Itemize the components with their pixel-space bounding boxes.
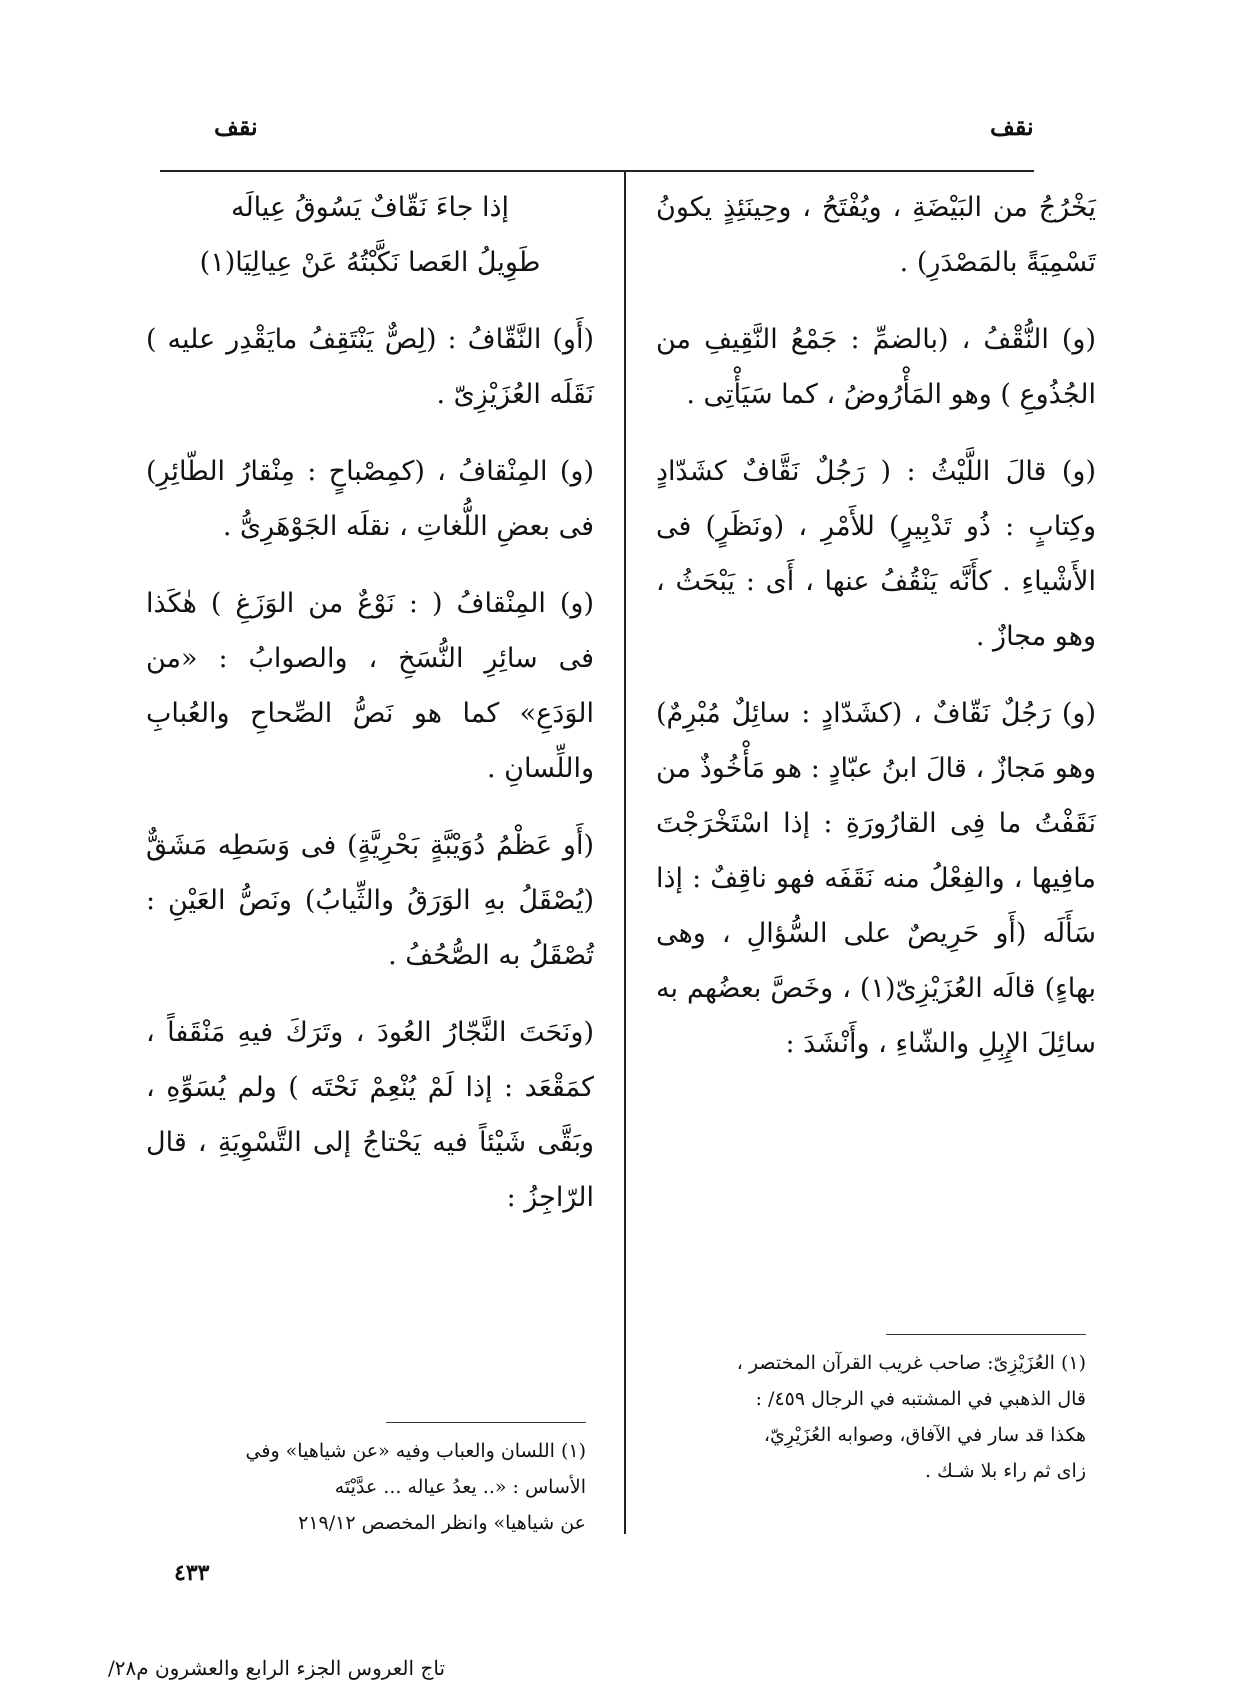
- right-column: [656, 180, 1096, 1093]
- footnote-left: [146, 1416, 586, 1541]
- paragraph: (و) النُّقْفُ ، (بالضمِّ : جَمْعُ النَّقِيفِ من الجُذُوعِ ) وهو المَأْرُوضُ ، كما سَيَأْتِى .: [656, 324, 1096, 410]
- footnote-rule: [386, 1422, 586, 1423]
- paragraph: (و) المِنْقافُ ، (كمِصْباحٍ : مِنْقارُ الطّائِرِ) فى بعضِ اللُّغاتِ ، نقلَه الجَوْهَرِىُّ .: [146, 456, 594, 542]
- signature-line: تاج العروس الجزء الرابع والعشرون م٢٨/: [108, 1656, 446, 1680]
- paragraph: (و) المِنْقافُ ( : نَوْعٌ من الوَزَغِ ) هٰكَذا فى سائِرِ النُّسَخِ ، والصوابُ : «من الوَدَعِ» كما هو نَصُّ الصِّحاحِ والعُبابِ واللِّسانِ .: [146, 588, 594, 784]
- running-head-left: نقف: [214, 112, 258, 141]
- footnote-line: هكذا قد سار في الآفاق، وصوابه العُزَيْرِيّ،: [763, 1424, 1086, 1446]
- left-column: [146, 180, 594, 1247]
- footnote-rule: [886, 1334, 1086, 1335]
- footnote-line: (١) العُزَيْزِىّ: صاحب غريب القرآن المختصر ،: [736, 1352, 1086, 1374]
- page-number: ٤٣٣: [174, 1560, 210, 1586]
- footnote-line: (١) اللسان والعباب وفيه «عن شياهيا» وفي: [245, 1440, 586, 1462]
- footnote-line: عن شياهيا» وانظر المخصص ٢١٩/١٢: [298, 1512, 586, 1534]
- column-divider: [624, 172, 626, 1534]
- paragraph: (ونَحَتَ النَّجّارُ العُودَ ، وتَرَكَ فيهِ مَنْقَفاً ، كمَقْعَد : إذا لَمْ يُنْعِمْ نَحْتَه ) ولم يُسَوِّهِ ، وبَقَّى شَيْئاً فيه يَحْتاجُ إلى التَّسْوِيَةِ ، قال الرّاجِزُ :: [146, 1017, 594, 1213]
- header-rule: [160, 170, 1034, 172]
- paragraph: (أَو) النَّقّافُ : (لِصٌّ يَنْتَقِفُ مايَقْدِر عليه ) نَقَلَه العُزَيْزِىّ .: [146, 324, 594, 410]
- footnote-line: الأساس : «.. يعدُ عياله ... عدَّيْتَه: [334, 1476, 586, 1498]
- footnote-right: [656, 1328, 1086, 1489]
- verse-line: طَوِيلُ العَصا نَكَّبْتُهُ عَنْ عِيالِيَا(١): [199, 247, 541, 278]
- paragraph: (أَو عَظْمُ دُوَيْبَّةٍ بَحْرِيَّةٍ) فى وَسَطِه مَشَقٌّ (يُصْقَلُ بهِ الوَرَقُ والثِّيابُ) ونَصُّ العَيْنِ : تُصْقَلُ به الصُّحُفُ .: [146, 830, 594, 971]
- paragraph: (و) قالَ اللَّيْثُ : ( رَجُلٌ نَقَّافٌ كشَدّادٍ وكِتابٍ : ذُو تَدْبِيرٍ) للأَمْرِ ، (ونَظَرٍ) فى الأَشْياءِ . كأَنَّه يَنْقُفُ عنها ، أَى : يَبْحَثُ ، وهو مجازٌ .: [656, 456, 1096, 652]
- footnote-line: زاى ثم راء بلا شـك .: [924, 1460, 1086, 1482]
- paragraph: يَخْرُجُ من البَيْضَةِ ، ويُفْتَحُ ، وحِينَئِذٍ يكونُ تَسْمِيَةً بالمَصْدَرِ) .: [656, 192, 1096, 278]
- verse-line: إذا جاءَ نَقّافٌ يَسُوقُ عِيالَه: [230, 192, 510, 223]
- running-head-right: نقف: [990, 112, 1034, 141]
- footnote-line: قال الذهبي في المشتبه في الرجال ٤٥٩/ :: [755, 1388, 1086, 1410]
- paragraph: (و) رَجُلٌ نَقّافٌ ، (كشَدّادٍ : سائِلٌ مُبْرِمٌ) وهو مَجازٌ ، قالَ ابنُ عبّادٍ : هو مَأْخُوذٌ من نَقَفْتُ ما فِى القارُورَةِ : إذا اسْتَخْرَجْتَ مافِيها ، والفِعْلُ منه نَقَفَه فهو ناقِفٌ : إذا سَأَلَه (أَو حَرِيصٌ على السُّؤالِ ، وهى بهاءٍ) قالَه العُزَيْزِىّ(١) ، وخَصَّ بعضُهم به سائِلَ الإِبِلِ والشّاءِ ، وأَنْشَدَ :: [656, 698, 1096, 1059]
